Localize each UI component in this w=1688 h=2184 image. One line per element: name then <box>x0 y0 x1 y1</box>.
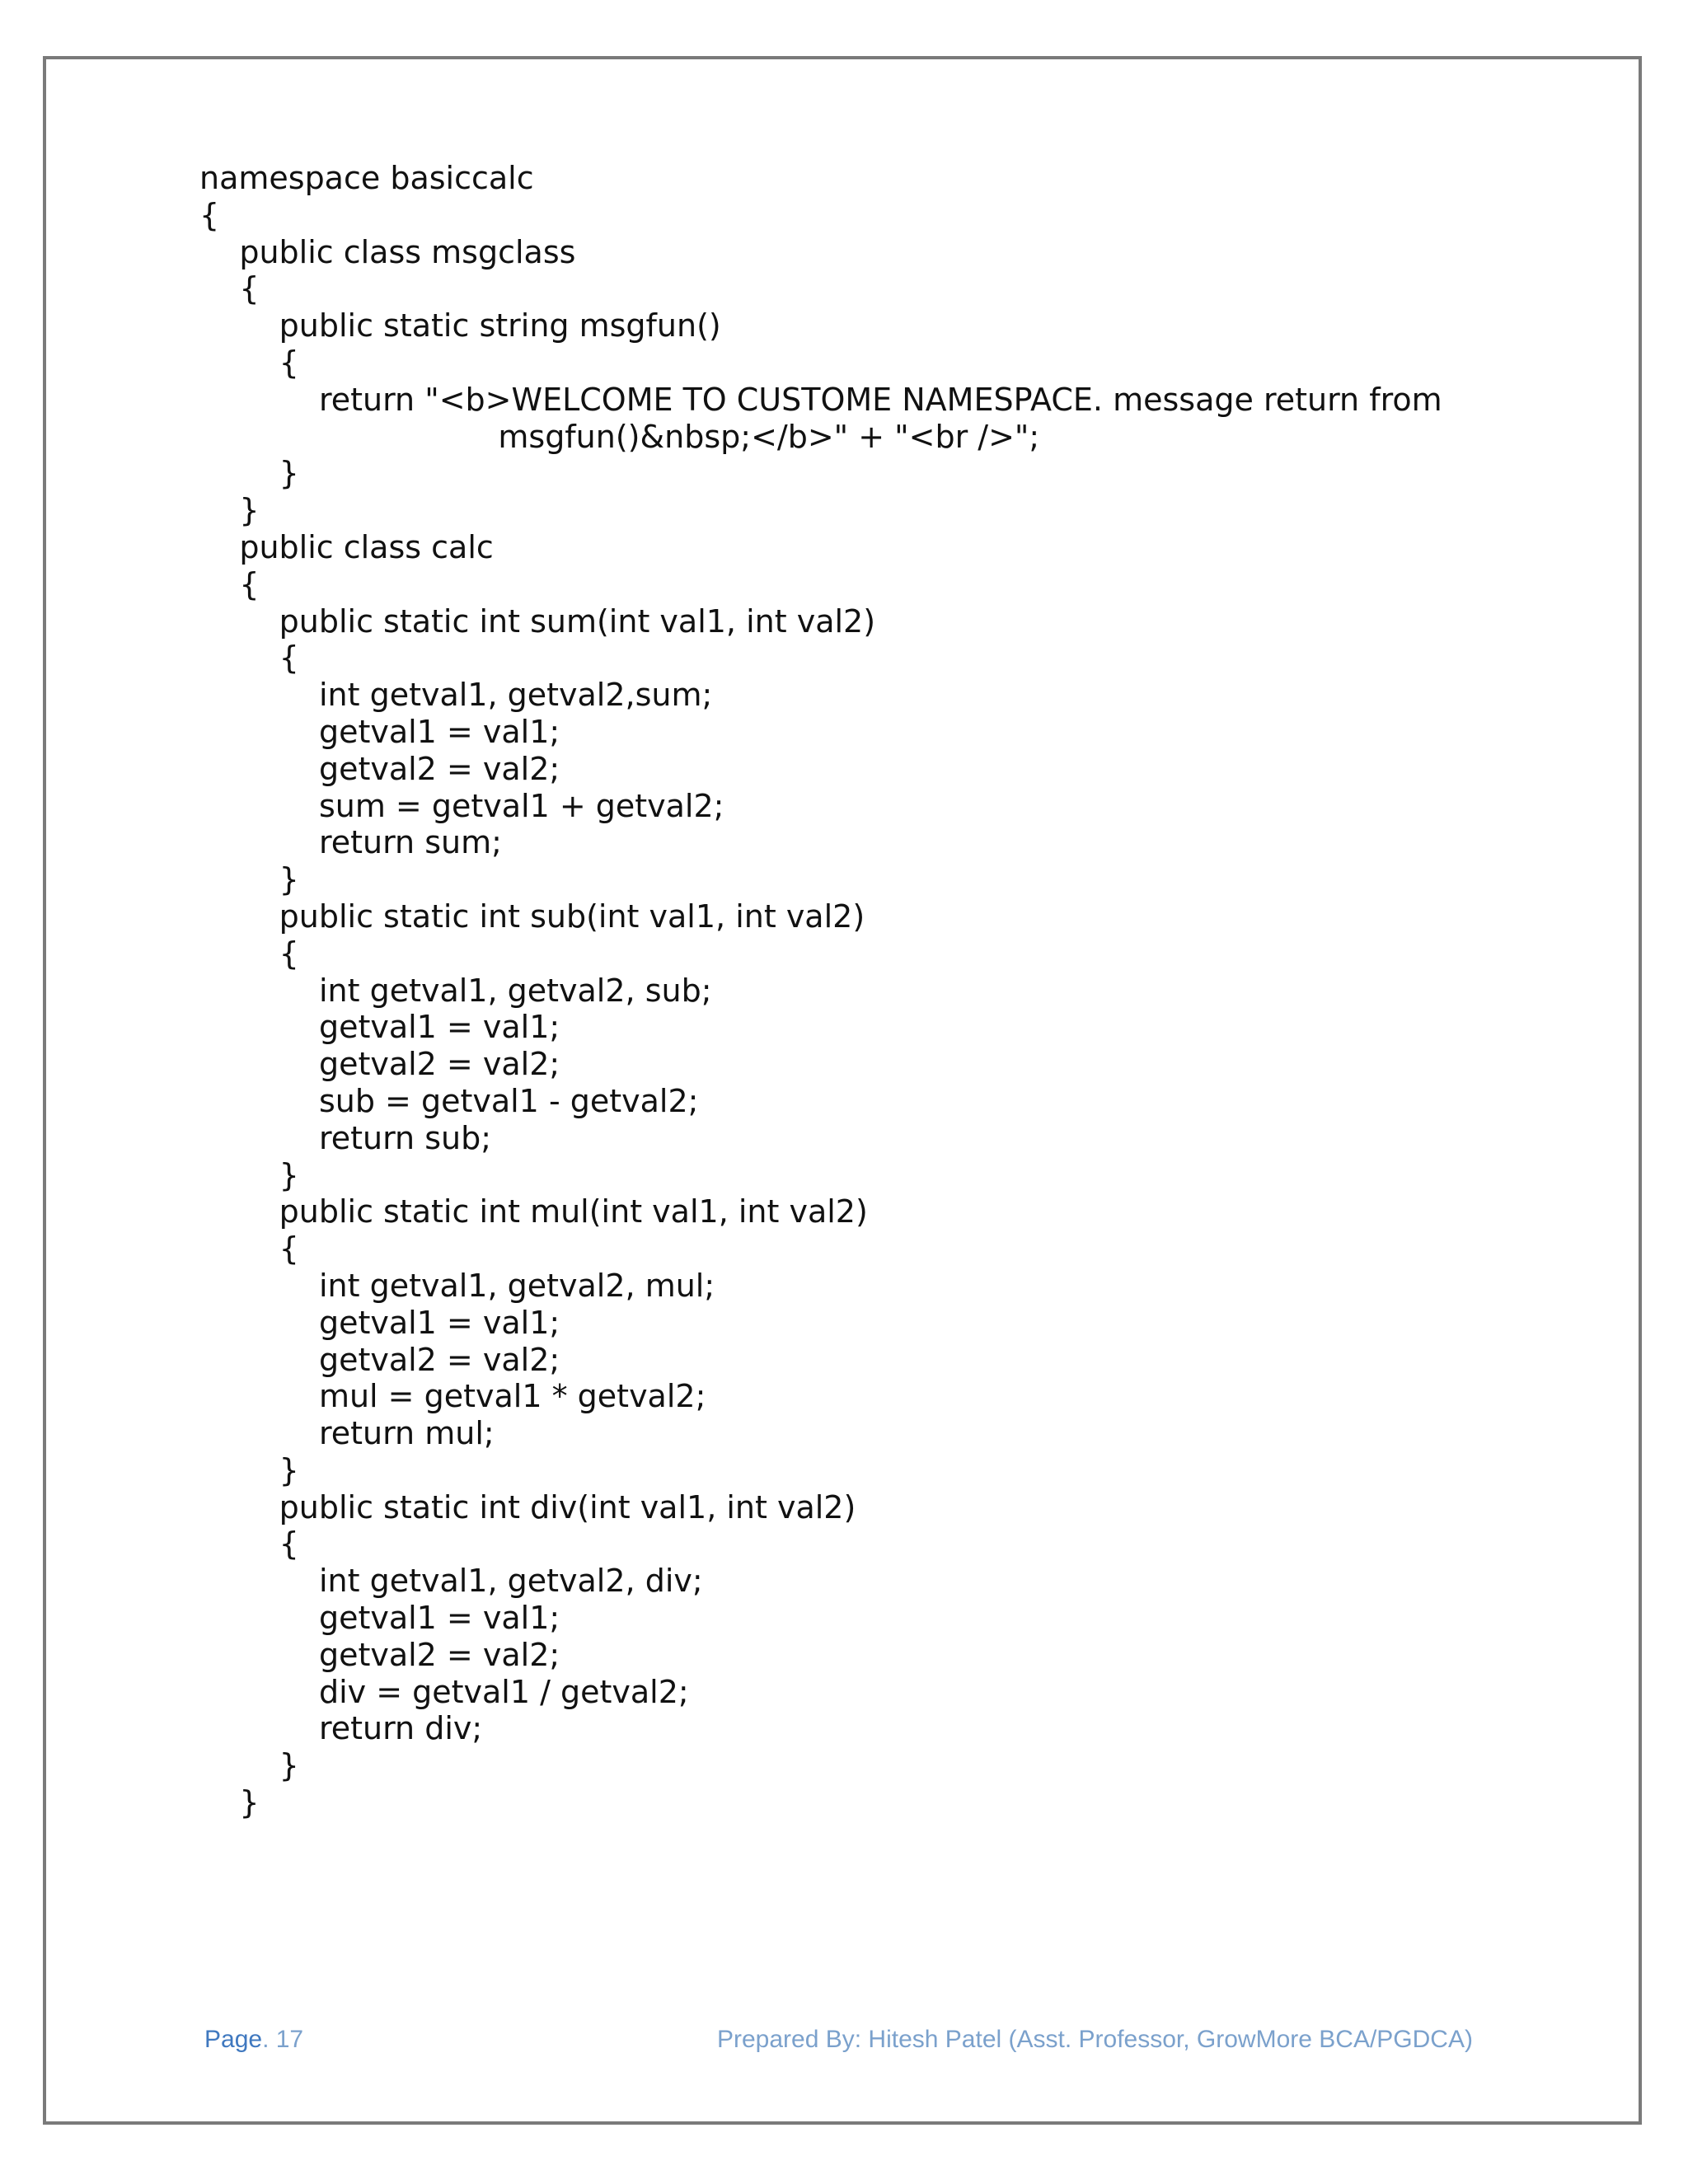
code-line: } <box>199 1451 299 1488</box>
code-line: int getval1, getval2, div; <box>199 1563 703 1600</box>
code-line: public class msgclass <box>199 233 576 270</box>
code-line: getval1 = val1; <box>199 1304 560 1341</box>
code-line: int getval1, getval2, sub; <box>199 972 712 1009</box>
code-line: getval1 = val1; <box>199 1600 560 1637</box>
code-line: getval2 = val2; <box>199 750 560 787</box>
code-line: { <box>199 640 299 677</box>
code-line: { <box>199 344 299 381</box>
code-line: { <box>199 270 260 307</box>
code-line: int getval1, getval2,sum; <box>199 677 713 714</box>
code-block <box>199 160 1518 1821</box>
footer-credit: Prepared By: Hitesh Patel (Asst. Professor, GrowMore BCA/PGDCA) <box>717 2026 1473 2053</box>
code-line: public static int mul(int val1, int val2) <box>199 1193 868 1230</box>
code-line: public static int sub(int val1, int val2) <box>199 898 865 935</box>
code-line: } <box>199 1156 299 1193</box>
code-line: { <box>199 1526 299 1563</box>
code-line: { <box>199 1230 299 1268</box>
code-line: return sub; <box>199 1119 492 1156</box>
code-line: getval1 = val1; <box>199 1009 560 1046</box>
code-line: } <box>199 861 299 898</box>
code-line: { <box>199 935 299 972</box>
code-line: getval2 = val2; <box>199 1046 560 1083</box>
code-line: } <box>199 455 299 492</box>
page-label: Page <box>204 2026 263 2053</box>
code-line: return div; <box>199 1710 483 1747</box>
code-line: getval1 = val1; <box>199 713 560 750</box>
code-line: public static int div(int val1, int val2) <box>199 1488 856 1526</box>
code-line: msgfun()&nbsp;</b>" + "<br />"; <box>199 418 1040 455</box>
page-number <box>204 2026 303 2054</box>
code-line: public class calc <box>199 528 494 565</box>
code-line: { <box>199 196 220 233</box>
code-line: { <box>199 565 260 602</box>
code-line: sub = getval1 - getval2; <box>199 1082 699 1119</box>
code-line: } <box>199 1747 299 1784</box>
code-line: sum = getval1 + getval2; <box>199 787 724 824</box>
code-line: return mul; <box>199 1415 495 1452</box>
code-line: } <box>199 492 260 529</box>
code-line: getval2 = val2; <box>199 1636 560 1673</box>
code-line: return sum; <box>199 824 502 861</box>
code-line: public static int sum(int val1, int val2) <box>199 602 876 640</box>
code-line: } <box>199 1784 260 1821</box>
code-line: getval2 = val2; <box>199 1341 560 1378</box>
code-line: return "<b>WELCOME TO CUSTOME NAMESPACE. message return from <box>199 381 1442 418</box>
code-line: mul = getval1 * getval2; <box>199 1378 706 1415</box>
code-line: public static string msgfun() <box>199 307 721 344</box>
code-line: div = getval1 / getval2; <box>199 1673 689 1710</box>
code-line: namespace basiccalc <box>199 160 534 196</box>
page-number-value: . 17 <box>262 2026 304 2053</box>
code-line: int getval1, getval2, mul; <box>199 1267 715 1304</box>
